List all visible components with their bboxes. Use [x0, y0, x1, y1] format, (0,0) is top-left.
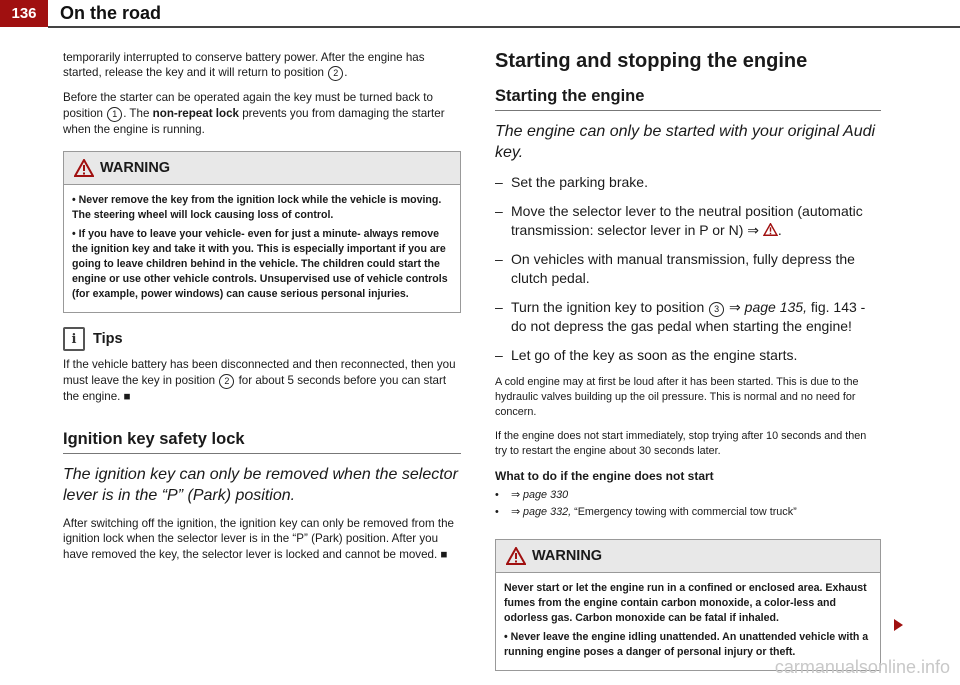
list-item: • ⇒ page 332, “Emergency towing with commercial tow truck” — [495, 506, 797, 518]
step-item: – Let go of the key as soon as the engine starts. — [495, 347, 798, 363]
section-title: Ignition key safety lock — [63, 430, 461, 454]
end-mark-icon: ■ — [440, 547, 448, 561]
tips-header — [63, 327, 461, 351]
end-mark-icon: ■ — [123, 389, 131, 403]
warning-item: Never start or let the engine run in a confined or enclosed area. Exhaust fumes from the engine contain carbon monoxide, a color-less and odorless gas. Carbon monoxide can be fatal if inhaled. — [504, 582, 867, 624]
text: Move the selector lever to the neutral position (automatic transmission: selector lever in P or N) — [511, 203, 863, 238]
text: “Emergency towing with commercial tow truck” — [574, 506, 797, 518]
text: Before the starter can be operated again the key must be turned back to position — [63, 91, 433, 120]
paragraph — [63, 90, 461, 137]
text: . The — [123, 106, 150, 120]
section-intro: The engine can only be started with your original Audi key. — [495, 123, 876, 161]
text: If you have to leave your vehicle- even for just a minute- always remove the ignition key and take it with you. This is especially important if you are going to leave children behind in the vehicle. The children could start the engine or use other vehicle controls. Unsupervised use of vehicle controls (for example, power windows) can cause serious personal injuries. — [72, 228, 448, 301]
text: fig. 143 - do not depress the gas pedal when starting the engine! — [511, 299, 866, 334]
step-item: – Turn the ignition key to position 3 ⇒ page 135, fig. 143 - do not depress the gas pedal when starting the engine! — [495, 299, 866, 334]
warning-triangle-icon — [74, 159, 94, 177]
position-marker: 3 — [709, 302, 724, 317]
text: Never leave the engine idling unattended. An unattended vehicle with a running engine poses a danger of personal injury or theft. — [504, 631, 869, 658]
step-item: – On vehicles with manual transmission, fully depress the clutch pedal. — [495, 250, 881, 288]
note: If the engine does not start immediately, stop trying after 10 seconds and then try to restart the engine about 30 seconds later. — [495, 430, 867, 457]
subheading: What to do if the engine does not start — [495, 469, 714, 483]
step-item: – Set the parking brake. — [495, 174, 648, 190]
text: Let go of the key as soon as the engine starts. — [511, 347, 798, 363]
page-reference-link[interactable]: page 330 — [523, 489, 569, 501]
tips-paragraph — [63, 357, 461, 404]
warning-triangle-icon — [763, 223, 778, 236]
position-marker: 2 — [328, 66, 343, 81]
warning-header — [64, 152, 460, 185]
info-icon: i — [63, 327, 85, 351]
section-intro: The ignition key can only be removed when the selector lever is in the “P” (Park) position. — [63, 466, 458, 505]
text: After switching off the ignition, the ignition key can only be removed from the ignition lock when the selector lever is in the “P” (Park) position. After you have removed the key, the selector lever is locked and cannot be moved. — [63, 517, 454, 561]
warning-box — [495, 539, 881, 671]
text: prevents you from damaging the starter when the engine is running. — [63, 106, 445, 136]
step-item: – Move the selector lever to the neutral position (automatic transmission: selector lever in P or N) ⇒ . — [495, 203, 863, 238]
paragraph: temporarily interrupted to conserve battery power. After the engine has started, release the key and it will return to position 2 . — [63, 51, 425, 80]
warning-box — [63, 151, 461, 313]
list-item: • ⇒ page 330 — [495, 489, 569, 501]
bold-term: non-repeat lock — [152, 106, 239, 120]
section-title: Starting the engine — [495, 87, 881, 111]
text: On vehicles with manual transmission, fully depress the clutch pedal. — [511, 251, 855, 286]
page-reference-link[interactable]: page 135, — [744, 299, 807, 315]
position-marker: 2 — [219, 374, 234, 389]
watermark: carmanualsonline.info — [774, 657, 950, 677]
warning-body — [496, 573, 880, 670]
text: for about 5 seconds before you can start the engine. — [63, 373, 447, 403]
warning-item: • Never leave the engine idling unattended. An unattended vehicle with a running engine poses a danger of personal injury or theft. — [504, 631, 869, 658]
warning-body — [64, 185, 460, 312]
text: temporarily interrupted to conserve battery power. After the engine has started, release the key and it will return to position — [63, 51, 425, 80]
paragraph — [63, 516, 461, 562]
header-rule — [48, 26, 960, 28]
warning-header — [496, 540, 880, 573]
chapter-title: Starting and stopping the engine — [495, 50, 808, 72]
continue-arrow-icon — [894, 619, 903, 631]
note: A cold engine may at first be loud after it has been started. This is due to the hydraulic valves building up the oil pressure. This is normal and no need for concern. — [495, 376, 859, 418]
page-reference-link[interactable]: page 332, — [523, 506, 572, 518]
text: Never remove the key from the ignition lock while the vehicle is moving. The steering wheel will lock causing loss of control. — [72, 194, 442, 222]
right-column — [495, 50, 881, 685]
position-marker: 1 — [107, 107, 122, 122]
text: If the vehicle battery has been disconnected and then reconnected, then you must leave the key in position — [63, 358, 456, 387]
page-number: 136 — [0, 0, 48, 27]
warning-item: • If you have to leave your vehicle- even for just a minute- always remove the ignition key and take it with you. This is especially important if you are going to leave children behind in the vehicle. The children could start the engine or use other vehicle controls. Unsupervised use of vehicle controls (for example, power windows) can cause serious personal injuries. — [72, 228, 448, 301]
page-header-title: On the road — [60, 3, 162, 23]
warning-title: WARNING — [532, 548, 603, 564]
text: Set the parking brake. — [511, 174, 648, 190]
text: Turn the ignition key to position — [511, 299, 705, 315]
warning-item: • Never remove the key from the ignition lock while the vehicle is moving. The steering wheel will lock causing loss of control. — [72, 194, 442, 222]
left-column — [63, 50, 461, 571]
warning-title: WARNING — [100, 160, 171, 177]
tips-title: Tips — [93, 331, 123, 348]
warning-triangle-icon — [506, 547, 526, 565]
